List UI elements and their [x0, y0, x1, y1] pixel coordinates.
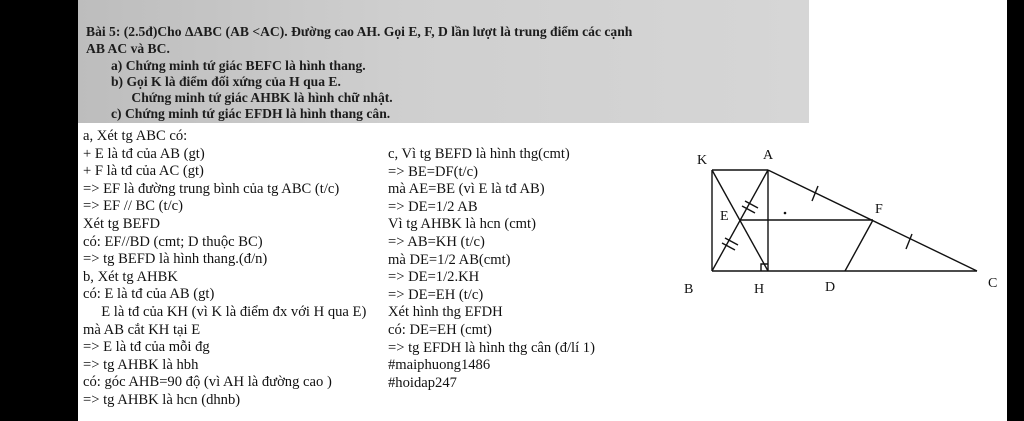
solution-line: => BE=DF(t/c)	[388, 163, 478, 180]
problem-item-a: a) Chứng minh tứ giác BEFC là hình thang.	[111, 58, 366, 73]
solution-line: => DE=1/2 AB	[388, 198, 478, 215]
solution-line: có: góc AHB=90 độ (vì AH là đường cao )	[83, 374, 332, 391]
solution-line: => EF là đường trung bình của tg ABC (t/c)	[83, 180, 340, 197]
label-h: H	[754, 282, 765, 297]
solution-line: Xét tg BEFD	[83, 215, 161, 232]
solution-line: => DE=EH (t/c)	[388, 286, 484, 303]
solution-line: b, Xét tg AHBK	[83, 268, 178, 285]
solution-line: + E là tđ của AB (gt)	[83, 145, 205, 162]
solution-line: Vì tg AHBK là hcn (cmt)	[388, 216, 536, 233]
solution-line: c, Vì tg BEFD là hình thg(cmt)	[388, 146, 570, 162]
solution-line: mà AB cắt KH tại E	[83, 321, 201, 338]
label-d: D	[825, 280, 836, 295]
solution-line: #maiphuong1486	[388, 357, 491, 374]
label-f: F	[875, 202, 883, 217]
solution-line: => EF // BC (t/c)	[83, 198, 183, 215]
solution-line: #hoidap247	[388, 374, 457, 391]
label-a: A	[763, 148, 774, 163]
solution-line: có: EF//BD (cmt; D thuộc BC)	[83, 233, 263, 250]
problem-item-b-cont: Chứng minh tứ giác AHBK là hình chữ nhật.	[111, 90, 393, 105]
solution-line: => tg EFDH là hình thg cân (đ/lí 1)	[388, 339, 595, 356]
problem-heading: Bài 5: (2.5đ)Cho ΔABC (AB <AC). Đường cao AH. Gọi E, F, D lần lượt là trung điểm các cạnh	[86, 24, 633, 39]
solution-line: a, Xét tg ABC có:	[83, 128, 188, 144]
problem-item-b: b) Gọi K là điểm đối xứng của H qua E.	[111, 74, 341, 89]
point-dot	[784, 212, 787, 215]
solution-line: + F là tđ của AC (gt)	[83, 163, 204, 180]
label-b: B	[684, 282, 694, 297]
tick-mark	[906, 234, 912, 249]
problem-heading-cont: AB AC và BC.	[86, 41, 170, 56]
solution-line: Xét hình thg EFDH	[388, 304, 503, 321]
solution-line: => tg BEFD là hình thang.(đ/n)	[83, 251, 268, 268]
solution-line: E là tđ của KH (vì K là điểm đx với H qua E)	[83, 303, 367, 320]
label-e: E	[720, 209, 729, 224]
solution-line: mà AE=BE (vì E là tđ AB)	[388, 181, 545, 198]
label-c: C	[988, 276, 998, 291]
solution-line: => DE=1/2.KH	[388, 269, 480, 286]
segment-fd	[845, 220, 873, 271]
solution-line: mà DE=1/2 AB(cmt)	[388, 251, 511, 268]
solution-line: => tg AHBK là hcn (dhnb)	[83, 391, 241, 408]
solution-line: có: DE=EH (cmt)	[388, 321, 492, 338]
solution-line: => E là tđ của mỗi đg	[83, 339, 210, 356]
label-k: K	[697, 153, 708, 168]
problem-item-c: c) Chứng minh tứ giác EFDH là hình thang cân.	[111, 106, 391, 121]
solution-line: có: E là tđ của AB (gt)	[83, 286, 215, 303]
solution-line: => AB=KH (t/c)	[388, 233, 485, 250]
solution-line: => tg AHBK là hbh	[83, 356, 199, 373]
